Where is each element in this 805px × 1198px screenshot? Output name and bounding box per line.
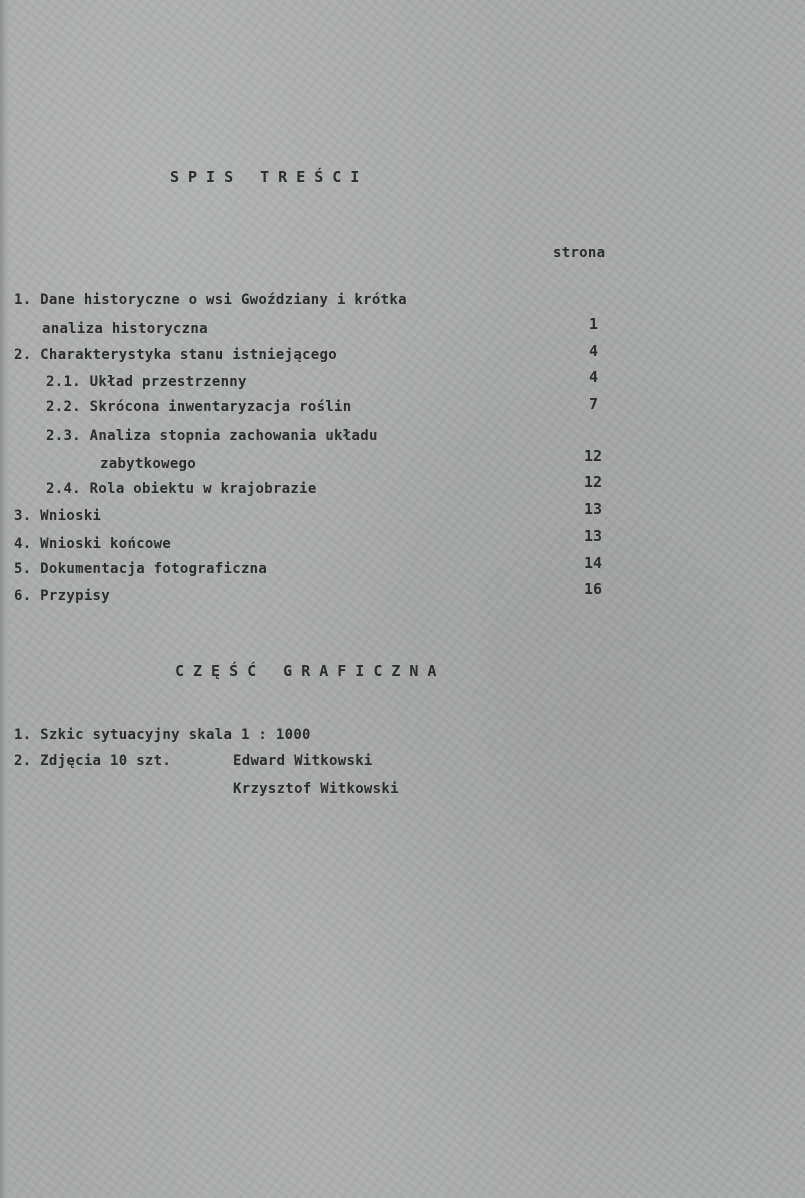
toc-entry-page: 7 — [588, 395, 598, 413]
toc-entry-text: 1. Dane historyczne o wsi Gwoździany i krótka — [14, 292, 407, 308]
graphic-item-1: 1. Szkic sytuacyjny skala 1 : 1000 — [14, 727, 311, 743]
toc-entry-page: 16 — [583, 580, 602, 598]
toc-entry-page: 4 — [588, 342, 598, 360]
toc-entry-page: 13 — [583, 500, 602, 518]
toc-entry-page: 14 — [583, 554, 602, 572]
toc-entry-text: 2.4. Rola obiektu w krajobrazie — [46, 481, 317, 497]
toc-entry-text: 6. Przypisy — [14, 588, 111, 604]
toc-entry-page: 4 — [588, 368, 598, 386]
toc-entry-text: 2.3. Analiza stopnia zachowania układu — [46, 428, 378, 444]
toc-entry-text: 5. Dokumentacja fotograficzna — [14, 561, 268, 577]
page-title: SPIS TREŚCI — [170, 168, 369, 186]
toc-entry-text: 2.2. Skrócona inwentaryzacja roślin — [46, 399, 352, 415]
toc-entry-page: 13 — [583, 527, 602, 545]
author-name: Edward Witkowski — [233, 753, 373, 769]
graphic-section-title: CZĘŚĆ GRAFICZNA — [175, 662, 446, 680]
toc-entry-text: 2.1. Układ przestrzenny — [46, 374, 247, 390]
toc-entry-text: 3. Wnioski — [14, 508, 102, 524]
toc-entry-page: 12 — [583, 473, 602, 491]
toc-entry-text-continued: analiza historyczna — [42, 321, 208, 337]
page-column-header: strona — [553, 245, 606, 261]
toc-entry-page: 1 — [588, 315, 598, 333]
binding-edge — [0, 0, 9, 1198]
toc-entry-text: 4. Wnioski końcowe — [14, 536, 172, 552]
author-name: Krzysztof Witkowski — [233, 781, 399, 797]
toc-entry-page: 12 — [583, 447, 602, 465]
toc-entry-text: 2. Charakterystyka stanu istniejącego — [14, 347, 337, 363]
toc-entry-text-continued: zabytkowego — [100, 456, 197, 472]
graphic-item-2: 2. Zdjęcia 10 szt. — [14, 753, 172, 769]
